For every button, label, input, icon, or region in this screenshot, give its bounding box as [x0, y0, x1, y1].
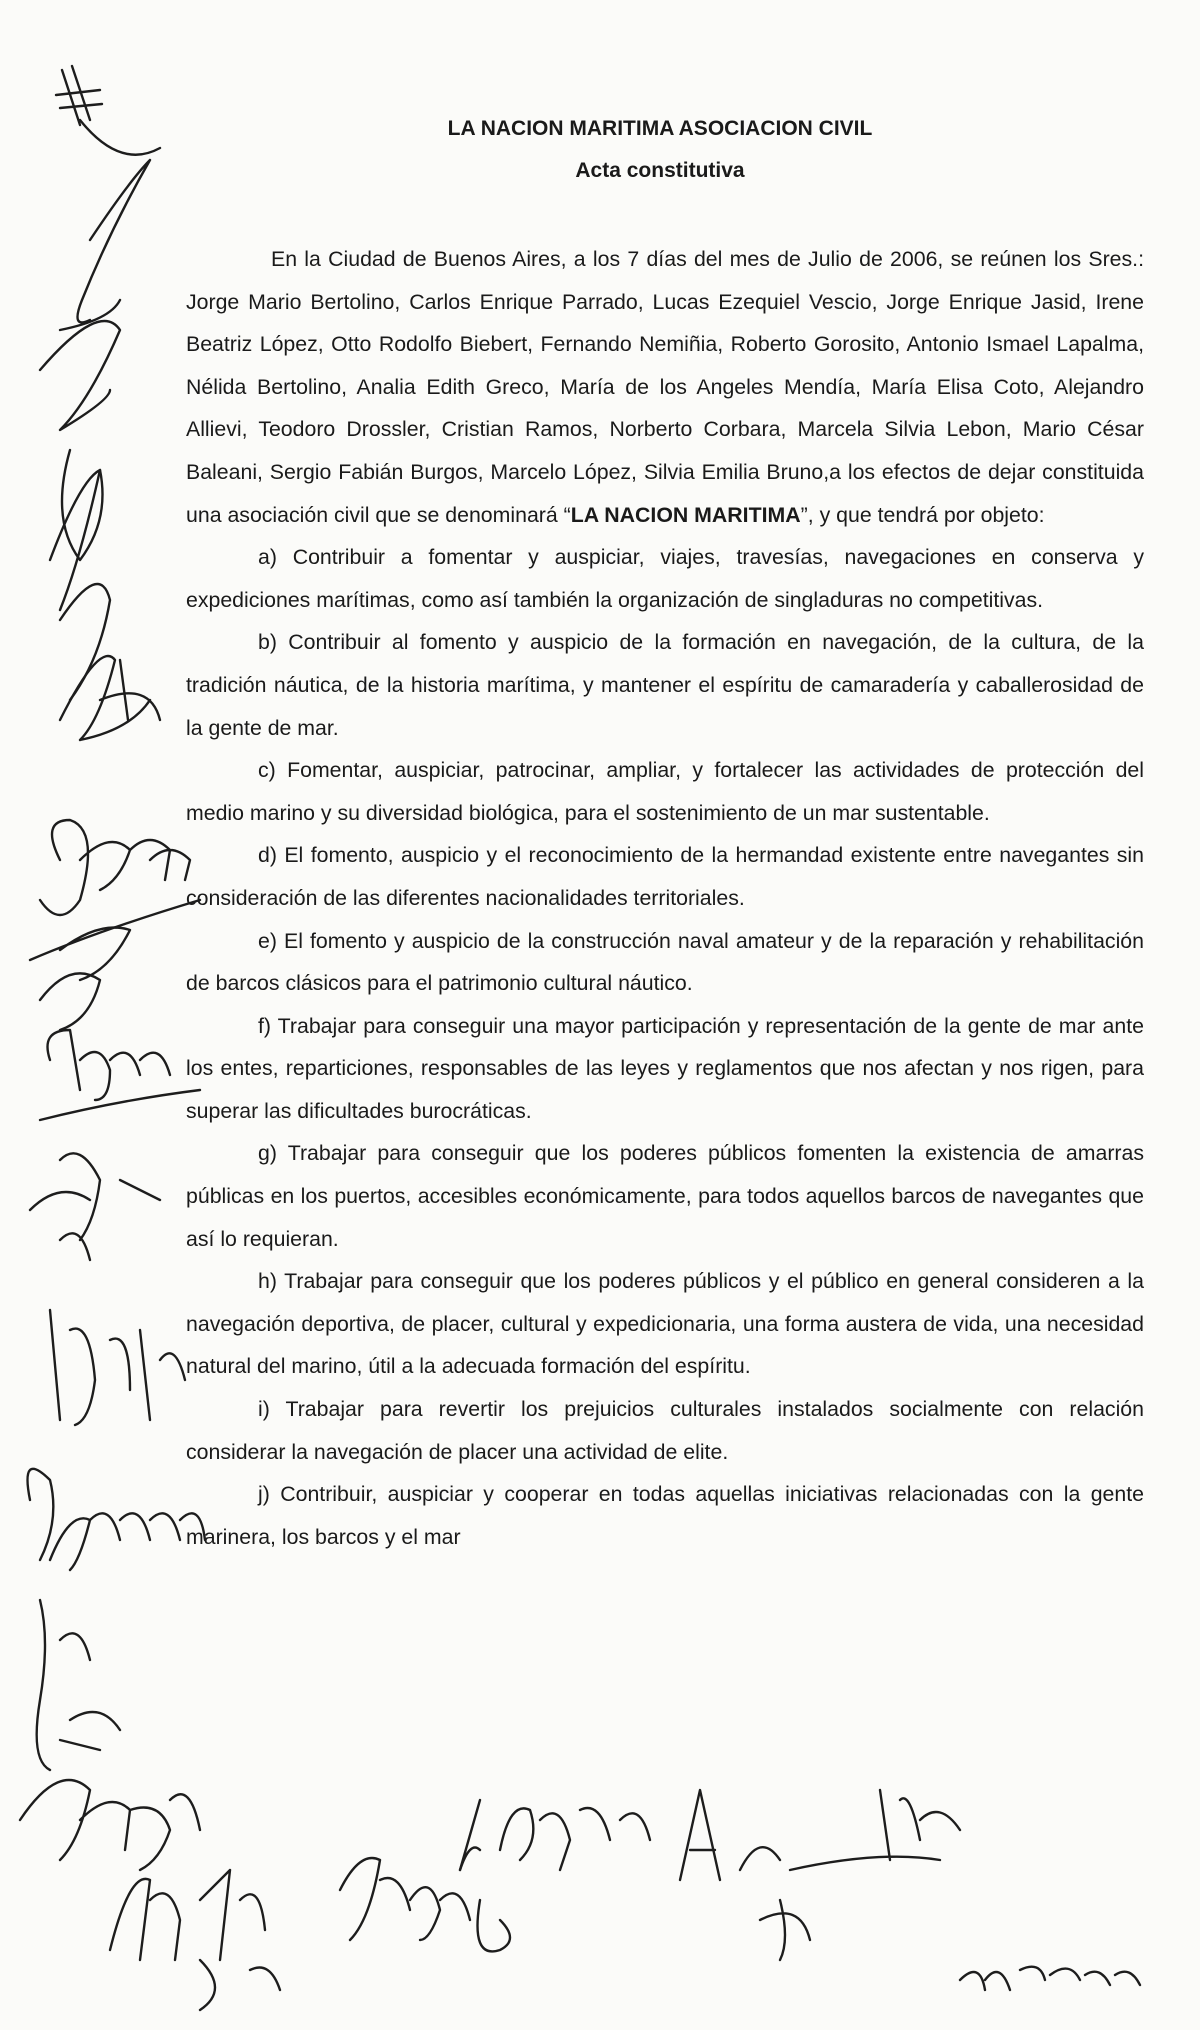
objective-item-g: g) Trabajar para conseguir que los poderes públicos fomenten la existencia de amarras públicas en los puertos, accesibles económicamente, para todos aquellos barcos de navegantes que así lo requieran.: [186, 1141, 1144, 1251]
objective-item-e: e) El fomento y auspicio de la construcción naval amateur y de la reparación y rehabilitación de barcos clásicos para el patrimonio cultural náutico.: [186, 928, 1144, 996]
intro-paragraph: [186, 238, 1144, 536]
signature-3: [40, 321, 120, 560]
signature-1: [56, 66, 160, 155]
signature-16: [460, 1800, 650, 1951]
objective-item-b: b) Contribuir al fomento y auspicio de la formación en navegación, de la cultura, de la tradición náutica, de la historia marítima, y mantener el espíritu de camaradería y caballerosidad de la gente de mar.: [186, 630, 1144, 740]
signature-4: [50, 470, 110, 700]
signature-17: [680, 1790, 810, 1960]
signature-11: [28, 1469, 206, 1570]
signature-13: [20, 1780, 200, 1870]
signature-8: [40, 1030, 200, 1120]
signature-6: [40, 820, 190, 915]
signature-5: [60, 656, 160, 740]
objective-item-a: a) Contribuir a fomentar y auspiciar, viajes, travesías, navegaciones en conserva y expediciones marítimas, como así también la organización de singladuras no competitivas.: [186, 545, 1144, 612]
document-subtitle: Acta constitutiva: [575, 159, 745, 182]
document-title: LA NACION MARITIMA ASOCIACION CIVIL: [447, 117, 873, 140]
signature-19: [960, 1967, 1140, 1990]
signature-7: [30, 900, 200, 1030]
objective-item-c: c) Fomentar, auspiciar, patrocinar, ampliar, y fortalecer las actividades de protección del medio marino y su diversidad biológica, para el sostenimiento de un mar sustentable.: [186, 758, 1144, 825]
signature-15: [340, 1848, 480, 1941]
signature-18: [790, 1790, 960, 1870]
signature-12: [37, 1600, 120, 1770]
signature-10: [50, 1310, 185, 1425]
objective-item-f: f) Trabajar para conseguir una mayor participación y representación de la gente de mar ante los entes, reparticiones, responsables de las leyes y reglamentos que nos afectan y nos rigen, para superar las dificultades burocráticas.: [186, 1013, 1144, 1123]
document-body: [186, 238, 1144, 1558]
intro-text-before: En la Ciudad de Buenos Aires, a los 7 días del mes de Julio de 2006, se reúnen los Sres.: Jorge Mario Bertolino, Carlos Enrique Parrado, Lucas Ezequiel Vescio, Jorge Enrique Jasid, Irene Beatriz López, Otto Rodolfo Biebert, Fernando Nemiñia, Roberto Gorosito, Antonio Ismael Lapalma, Nélida Bertolino, Analia Edith Greco, María de los Angeles Mendía, María Elisa Coto, Alejandro Allievi, Teodoro Drossler, Cristian Ramos, Norberto Corbara, Marcela Silvia Lebon, Mario César Baleani, Sergio Fabián Burgos, Marcelo López, Silvia Emilia Bruno,a los efectos de dejar constituida una asociación civil que se denominará “: [186, 247, 1144, 527]
intro-text-after: ”, y que tendrá por objeto:: [800, 502, 1045, 527]
objective-item-i: i) Trabajar para revertir los prejuicios culturales instalados socialmente con relación considerar la navegación de placer una actividad de elite.: [186, 1397, 1144, 1464]
signature-9: [30, 1153, 160, 1260]
signature-2: [60, 160, 150, 330]
objective-item-j: j) Contribuir, auspiciar y cooperar en todas aquellas iniciativas relacionadas con la gente marinera, los barcos y el mar: [186, 1482, 1144, 1549]
association-name: LA NACION MARITIMA: [570, 502, 801, 527]
signature-14: [110, 1870, 280, 2010]
objective-item-d: d) El fomento, auspicio y el reconocimiento de la hermandad existente entre navegantes sin consideración de las diferentes nacionalidades territoriales.: [186, 843, 1144, 910]
objective-item-h: h) Trabajar para conseguir que los poderes públicos y el público en general consideren a la navegación deportiva, de placer, cultural y expedicionaria, una forma austera de vida, una necesidad natural del marino, útil a la adecuada formación del espíritu.: [186, 1269, 1144, 1379]
